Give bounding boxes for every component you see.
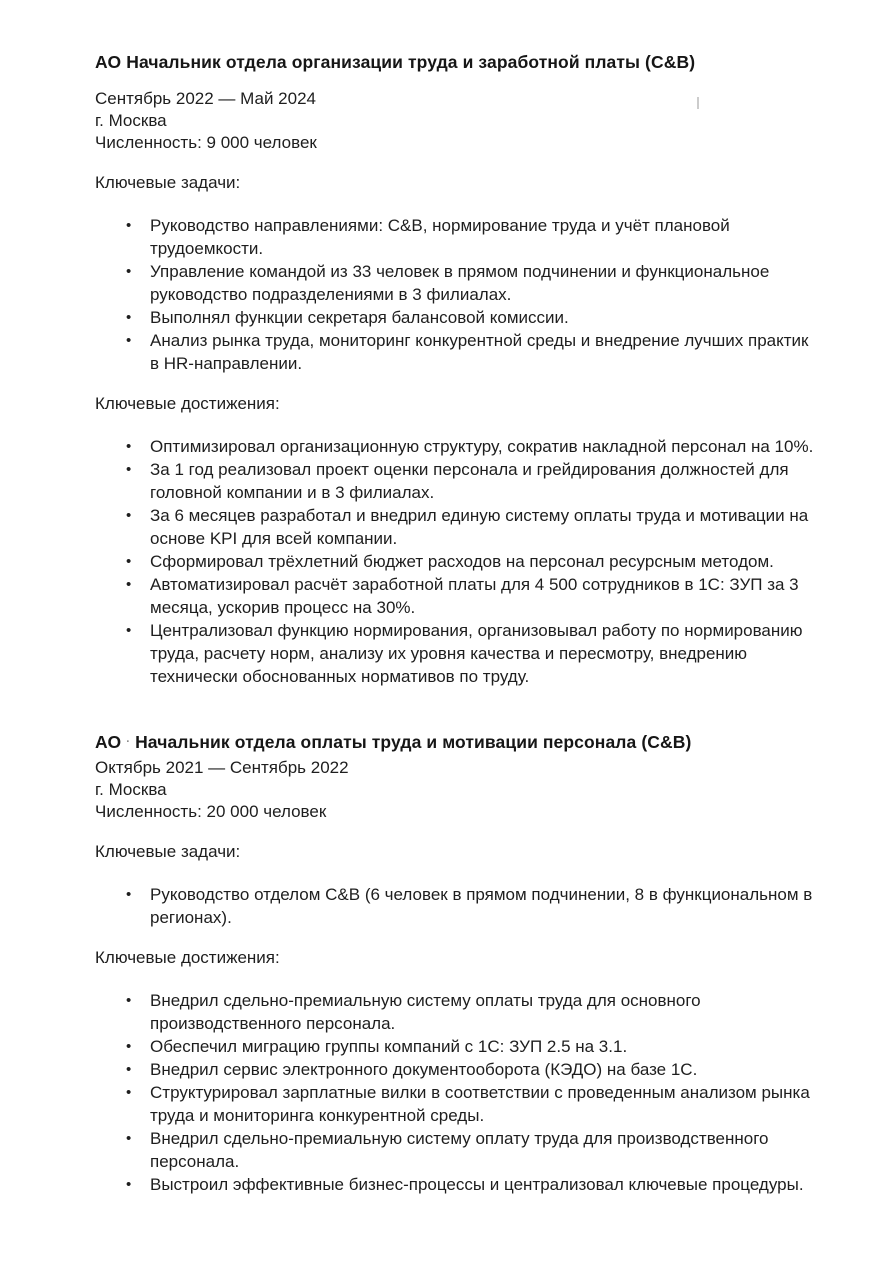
achievements-list <box>95 989 818 1196</box>
achievement-item: • Сформировал трёхлетний бюджет расходов на персонал ресурсным методом. <box>150 550 818 573</box>
achievement-item: • Централизовал функцию нормирования, организовывал работу по нормированию труда, расчету норм, анализу их уровня качества и пересмотру, внедрению технически обоснованных нормативов по труду. <box>150 619 818 688</box>
position-title: Начальник отдела оплаты труда и мотивации персонала (C&B) <box>135 732 692 753</box>
tasks-list <box>95 214 818 375</box>
location: г. Москва <box>95 780 167 800</box>
job-meta <box>95 88 818 154</box>
task-item: • Управление командой из 33 человек в прямом подчинении и функциональное руководство подразделениями в 3 филиалах. <box>150 260 818 306</box>
achievement-item: • За 6 месяцев разработал и внедрил единую систему оплаты труда и мотивации на основе KPI для всей компании. <box>150 504 818 550</box>
achievement-item: • За 1 год реализовал проект оценки персонала и грейдирования должностей для головной компании и в 3 филиалах. <box>150 458 818 504</box>
achievement-item: • Внедрил сдельно-премиальную систему оплату труда для производственного персонала. <box>150 1127 818 1173</box>
achievement-item: • Оптимизировал организационную структуру, сократив накладной персонал на 10%. <box>150 435 818 458</box>
achievement-item: • Обеспечил миграцию группы компаний с 1С: ЗУП 2.5 на 3.1. <box>150 1035 818 1058</box>
text-cursor-artifact <box>697 97 699 109</box>
achievement-item: • Структурировал зарплатные вилки в соответствии с проведенным анализом рынка труда и мониторинга конкурентной среды. <box>150 1081 818 1127</box>
achievement-item: • Внедрил сдельно-премиальную систему оплаты труда для основного производственного персонала. <box>150 989 818 1035</box>
job-title <box>95 730 818 754</box>
achievement-item: • Внедрил сервис электронного документооборота (КЭДО) на базе 1С. <box>150 1058 818 1081</box>
task-item: • Анализ рынка труда, мониторинг конкурентной среды и внедрение лучших практик в HR-направлении. <box>150 329 818 375</box>
job-section-2 <box>95 730 818 1196</box>
employment-period: Октябрь 2021 — Сентябрь 2022 <box>95 758 349 778</box>
employment-period: Сентябрь 2022 — Май 2024 <box>95 89 316 109</box>
task-item: • Руководство отделом C&B (6 человек в прямом подчинении, 8 в функциональном в регионах). <box>150 883 818 929</box>
position-title: Начальник отдела организации труда и заработной платы (C&B) <box>126 52 696 72</box>
location: г. Москва <box>95 111 167 131</box>
achievements-heading: Ключевые достижения: <box>95 394 280 414</box>
headcount: Численность: 20 000 человек <box>95 802 327 822</box>
headcount: Численность: 9 000 человек <box>95 133 317 153</box>
tasks-heading: Ключевые задачи: <box>95 842 241 862</box>
company-name: АО <box>95 52 122 72</box>
task-item: • Выполнял функции секретаря балансовой комиссии. <box>150 306 818 329</box>
achievement-item: • Автоматизировал расчёт заработной платы для 4 500 сотрудников в 1С: ЗУП за 3 месяца, ускорив процесс на 30%. <box>150 573 818 619</box>
tasks-list <box>95 883 818 929</box>
achievements-list <box>95 435 818 688</box>
job-section-1 <box>95 50 818 688</box>
achievements-heading: Ключевые достижения: <box>95 948 280 968</box>
task-item: • Руководство направлениями: C&B, нормирование труда и учёт плановой трудоемкости. <box>150 214 818 260</box>
title-separator-dot: · <box>126 736 131 749</box>
job-title <box>95 50 818 74</box>
tasks-heading: Ключевые задачи: <box>95 173 241 193</box>
achievement-item: • Выстроил эффективные бизнес-процессы и централизовал ключевые процедуры. <box>150 1173 818 1196</box>
job-meta <box>95 757 818 823</box>
company-name: АО <box>95 732 122 753</box>
